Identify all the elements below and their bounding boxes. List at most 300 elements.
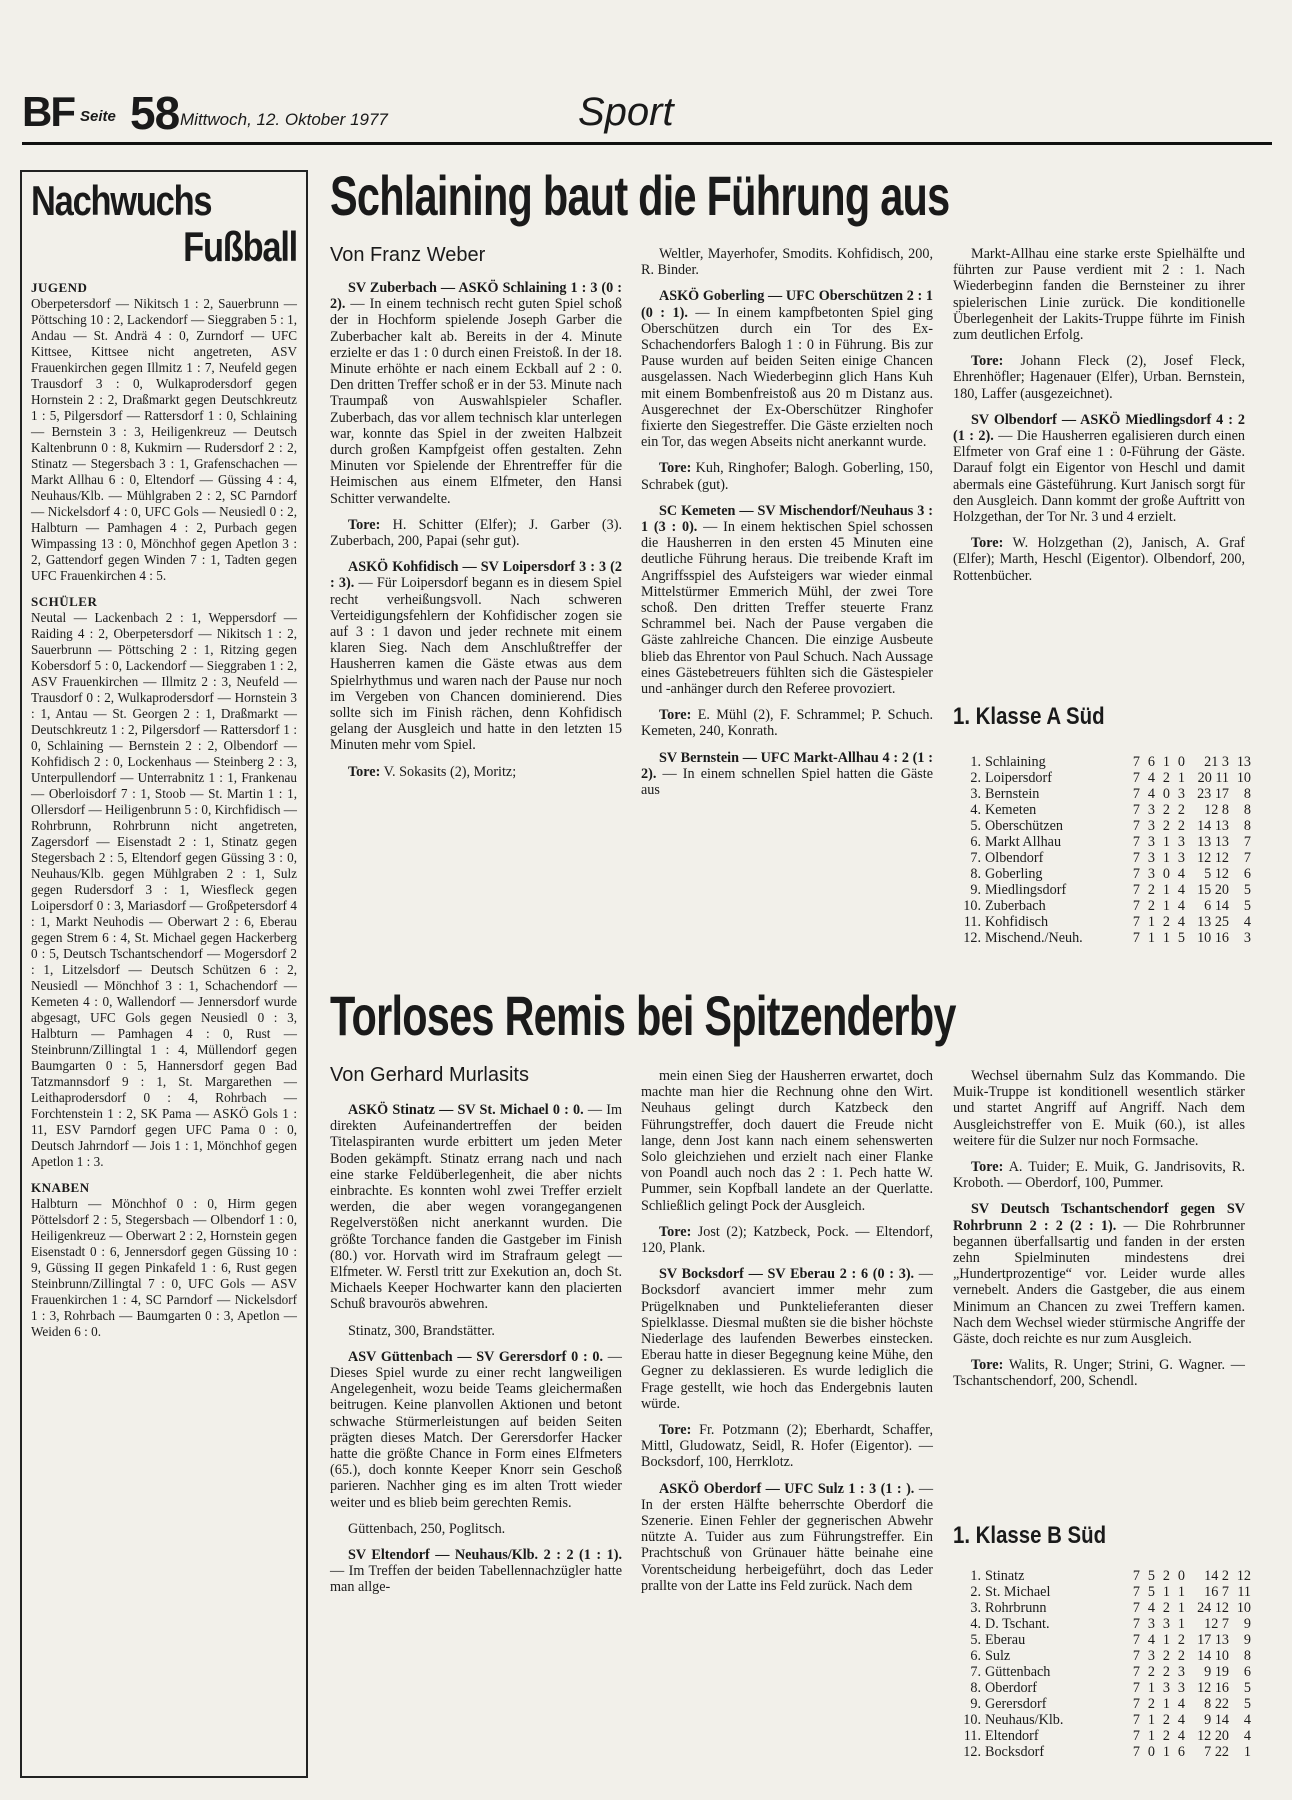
article2-column-1: [330, 1102, 622, 1606]
standings-draws: 0: [1162, 786, 1170, 802]
standings-games: 7: [1132, 1680, 1140, 1696]
article-paragraph: [641, 503, 933, 697]
standings-wins: 3: [1147, 818, 1155, 834]
standings-losses: 4: [1177, 898, 1185, 914]
standings-losses: 3: [1177, 850, 1185, 866]
standings-rank: 2.: [970, 770, 981, 786]
standings-games: 7: [1132, 882, 1140, 898]
standings-rank: 10.: [963, 1712, 981, 1728]
article-paragraph: [641, 1422, 933, 1471]
standings-rank: 7.: [970, 1664, 981, 1680]
article2-column-2: [641, 1068, 933, 1604]
standings-draws: 2: [1162, 914, 1170, 930]
paragraph-text: — Dieses Spiel wurde zu einer recht langweiligen Angelegenheit, wozu beide Teams gleichermaßen beitrugen. Keine planvollen Aktionen und betont schwache Stürmerleistungen auf beiden Seiten prägten dieses Match. Der Gerersdorfer Hacker hatte die größte Chance in Form eines Elfmeters (65.), doch konnte Keeper Knorr sein Geschoß parieren. Nachher ging es im alten Trott wieder weiter und es blieb beim gerechten Remis.: [330, 1348, 622, 1511]
page-label: Seite: [80, 108, 116, 125]
standings-team-name: Kohfidisch: [985, 914, 1049, 930]
article-paragraph: [641, 288, 933, 450]
standings-wins: 6: [1147, 754, 1155, 770]
standings-games: 7: [1132, 1584, 1140, 1600]
standings-points: 10: [1236, 1600, 1251, 1616]
article-paragraph: [641, 707, 933, 739]
standings-points: 6: [1243, 1664, 1251, 1680]
standings-draws: 1: [1162, 882, 1170, 898]
standings-goal-ratio: 14 2: [1204, 1568, 1229, 1584]
standings-wins: 1: [1147, 1728, 1155, 1744]
article-paragraph: [641, 750, 933, 799]
standings-goal-ratio: 20 11: [1197, 770, 1229, 786]
standings-goal-ratio: 9 19: [1204, 1664, 1229, 1680]
standings-row: [953, 930, 1251, 946]
standings-wins: 1: [1147, 914, 1155, 930]
standings-team-name: Stinatz: [985, 1568, 1025, 1584]
standings-games: 7: [1132, 1728, 1140, 1744]
standings-draws: 2: [1162, 1728, 1170, 1744]
standings-team-name: Bocksdorf: [985, 1744, 1045, 1760]
article-paragraph: [953, 1159, 1245, 1191]
sidebar-section-results: Neutal — Lackenbach 2 : 1, Weppersdorf — Raiding 4 : 2, Oberpetersdorf — Nikitsch 1 : 2, Sauerbrunn — Pöttsching 2 : 1, Ritzing gegen Kobersdorf 5 : 0, Lackendorf — Sieggraben 1 : 2, ASV Frauenkirchen — Illmitz 2 : 3, Neufeld — Trausdorf 0 : 2, Wulkaprodersdorf — Hornstein 3 : 1, Antau — St. Georgen 2 : 1, Draßmarkt — Deutschkreutz 1 : 2, Pilgersdorf — Rattersdorf 1 : 0, Schlaining — Bernstein 2 : 2, Olbendorf — Kohfidisch 2 : 0, Lockenhaus — Steinberg 2 : 3, Unterpullendorf — Unterrabnitz 1 : 1, Frankenau — Oberloisdorf 7 : 1, Stoob — St. Martin 1 : 1, Ollersdorf — Heiligenbrunn 5 : 0, Kirchfidisch — Rohrbrunn, Rohrbrunn nicht angetreten, Zagersdorf — Eisenstadt 2 : 1, Stinatz gegen Stegersbach 2 : 5, Eltendorf gegen Güssing 3 : 0, Neuhaus/Klb. gegen Mühlgraben 2 : 1, Sulz gegen Rudersdorf 3 : 1, Wiesfleck gegen Loipersdorf 0 : 3, Mariasdorf — Großpetersdorf 4 : 1, Markt Neuhodis — Oberwart 2 : 6, Eberau gegen Strem 6 : 4, St. Michael gegen Hackerberg 0 : 5, Deutsch Tschantschendorf — Mogersdorf 2 : 1, Litzelsdorf — Deutsch Schützen 6 : 2, Neusiedl — Mönchhof 3 : 1, Schachendorf — Kemeten 4 : 0, Wallendorf — Jennersdorf wurde abgesagt, UFC Gols gegen Neusiedl 0 : 3, Halbturn — Pamhagen 4 : 0, Rust — Steinbrunn/Zillingtal 1 : 4, Müllendorf gegen Baumgarten 0 : 5, Hannersdorf gegen Bad Tatzmannsdorf 9 : 1, St. Margarethen — Leithaprodersdorf 0 : 4, Rohrbach — Forchtenstein 1 : 2, SK Pama — ASKÖ Gols 1 : 11, ESV Parndorf gegen UFC Pama 0 : 0, Deutsch Jahrndorf — Jois 1 : 1, Mönchhof gegen Apetlon 1 : 3.: [31, 610, 297, 1169]
sidebar-section-schueler: [31, 594, 297, 1170]
standings-rank: 11.: [963, 914, 981, 930]
standings-team-name: St. Michael: [985, 1584, 1051, 1600]
standings-row: [953, 786, 1251, 802]
standings-points: 7: [1243, 834, 1251, 850]
article-paragraph: [953, 1201, 1245, 1347]
standings-points: 8: [1243, 1648, 1251, 1664]
standings-rank: 6.: [970, 834, 981, 850]
standings-rank: 8.: [970, 866, 981, 882]
standings-row: [953, 770, 1251, 786]
standings-games: 7: [1132, 930, 1140, 946]
standings-wins: 4: [1147, 770, 1155, 786]
league-b-table: [953, 1568, 1251, 1760]
paragraph-lead: ASKÖ Goberling — UFC Oberschützen 2 : 1 (0 : 1).: [641, 288, 933, 321]
paragraph-text: Wechsel übernahm Sulz das Kommando. Die Muik-Truppe ist konditionell wesentlich stärker und startet Angriff auf Angriff. Nach dem Ausgleichstreffer von E. Muik (60.), ist alles weitere für die Sulzer nur noch Formsache.: [953, 1068, 1245, 1149]
article-paragraph: [953, 1357, 1245, 1389]
standings-games: 7: [1132, 786, 1140, 802]
standings-games: 7: [1132, 1568, 1140, 1584]
standings-team-name: Bernstein: [985, 786, 1040, 802]
standings-draws: 1: [1162, 1696, 1170, 1712]
standings-wins: 3: [1147, 834, 1155, 850]
issue-date: Mittwoch, 12. Oktober 1977: [180, 110, 388, 129]
standings-team-name: Sulz: [985, 1648, 1011, 1664]
standings-team-name: Markt Allhau: [985, 834, 1062, 850]
standings-rank: 4.: [970, 1616, 981, 1632]
standings-games: 7: [1132, 914, 1140, 930]
paragraph-lead: ASV Güttenbach — SV Gerersdorf 0 : 0.: [348, 1348, 604, 1365]
paragraph-text: — In einem kampfbetonten Spiel ging Oberschützen durch ein Tor des Ex-Schachendorfers Balogh 1 : 0 in Führung. Bis zur Pause wurden auf beiden Seiten einige Chancen ausgelassen. Nach Wiederbeginn glich Hans Kuh mit einem Bombenfreistoß aus 20 m Distanz aus. Ausgerechnet der Ex-Oberschützer Ringhofer fixierte den Siegestreffer. Die Gäste erzielten noch ein Tor, das wegen Abseits nicht anerkannt wurde.: [641, 304, 933, 451]
standings-rank: 7.: [970, 850, 981, 866]
standings-goal-ratio: 7 22: [1204, 1744, 1229, 1760]
paragraph-lead: SC Kemeten — SV Mischendorf/Neuhaus 3 : 1 (3 : 0).: [641, 502, 933, 536]
standings-team-name: Goberling: [985, 866, 1043, 882]
standings-row: [953, 1712, 1251, 1728]
article1-column-2: [641, 246, 933, 808]
standings-row: [953, 818, 1251, 834]
paragraph-text: — In einem schnellen Spiel hatten die Gäste aus: [641, 765, 933, 799]
standings-goal-ratio: 15 20: [1197, 882, 1229, 898]
standings-draws: 1: [1162, 1632, 1170, 1648]
standings-wins: 4: [1147, 1632, 1155, 1648]
paragraph-lead: Tore:: [971, 353, 1004, 370]
standings-goal-ratio: 12 7: [1204, 1616, 1229, 1632]
article1-byline: Von Franz Weber: [330, 244, 486, 266]
paragraph-text: mein einen Sieg der Hausherren erwartet, doch machte man hier die Rechnung ohne den Wirt. Neuhaus gelingt durch Katzbeck den Führungstreffer, doch dauert die Freude nicht lange, denn Jost kann nach einem sehenswerten Solo gleichziehen und erzielt nach einer Flanke von Poandl auch noch das 2 : 1. Pech hatte W. Pummer, sein Kopfball landete an der Querlatte. Schließlich gelingt Pock der Ausgleich.: [641, 1068, 933, 1214]
paragraph-lead: SV Bocksdorf — SV Eberau 2 : 6 (0 : 3).: [659, 1266, 915, 1283]
paragraph-lead: Tore:: [971, 1159, 1004, 1176]
paragraph-lead: Tore:: [659, 1422, 692, 1439]
standings-team-name: Miedlingsdorf: [985, 882, 1067, 898]
standings-goal-ratio: 14 13: [1197, 818, 1229, 834]
sidebar-section-knaben: [31, 1180, 297, 1340]
standings-draws: 3: [1162, 1680, 1170, 1696]
standings-games: 7: [1132, 1632, 1140, 1648]
standings-wins: 1: [1147, 930, 1155, 946]
paragraph-lead: Tore:: [348, 516, 381, 533]
paragraph-lead: Tore:: [659, 707, 692, 724]
standings-losses: 3: [1177, 1680, 1185, 1696]
standings-games: 7: [1132, 1616, 1140, 1632]
standings-row: [953, 1680, 1251, 1696]
standings-row: [953, 1616, 1251, 1632]
standings-draws: 1: [1162, 898, 1170, 914]
paragraph-text: Jost (2); Katzbeck, Pock. — Eltendorf, 120, Plank.: [641, 1223, 933, 1257]
page-header: [22, 86, 1272, 144]
standings-losses: 4: [1177, 914, 1185, 930]
paragraph-text: V. Sokasits (2), Moritz;: [380, 763, 517, 780]
standings-wins: 3: [1147, 802, 1155, 818]
standings-draws: 2: [1162, 1600, 1170, 1616]
standings-points: 8: [1243, 818, 1251, 834]
standings-goal-ratio: 8 22: [1204, 1696, 1229, 1712]
standings-points: 5: [1243, 1696, 1251, 1712]
section-title: Sport: [578, 90, 674, 134]
paragraph-lead: SV Eltendorf — Neuhaus/Klb. 2 : 2 (1 : 1).: [348, 1547, 622, 1564]
article-paragraph: [641, 1481, 933, 1594]
standings-losses: 2: [1177, 818, 1185, 834]
article-paragraph: [641, 1224, 933, 1256]
article-paragraph: [953, 353, 1245, 402]
paragraph-text: Walits, R. Unger; Strini, G. Wagner. — Tschantschendorf, 200, Schendl.: [953, 1357, 1245, 1390]
standings-row: [953, 1648, 1251, 1664]
standings-points: 4: [1243, 914, 1251, 930]
standings-row: [953, 1584, 1251, 1600]
standings-games: 7: [1132, 834, 1140, 850]
paragraph-lead: Tore:: [971, 535, 1004, 552]
paragraph-text: — Die Rohrbrunner begannen überfallsartig und fanden in der ersten zehn Spielminuten mindestens drei „Hundertprozentige“ vor. Leider wurde alles vernebelt. Anders die Gastgeber, die aus einem Minimum an Chancen zu zwei Treffern kamen. Nach dem Wechsel wieder stürmische Angriffe der Gäste, doch reichte es nur zum Ausgleich.: [953, 1217, 1245, 1348]
standings-points: 5: [1243, 898, 1251, 914]
standings-goal-ratio: 13 13: [1197, 834, 1229, 850]
sidebar-section-results: Oberpetersdorf — Nikitsch 1 : 2, Sauerbrunn — Pöttsching 10 : 2, Lackendorf — Sieggraben 5 : 1, Andau — St. Andrä 4 : 0, Zurndorf — UFC Kittsee, Kittsee nicht angetreten, ASV Frauenkirchen gegen Illmitz 1 : 7, Neufeld gegen Trausdorf 3 : 0, Wulkaprodersdorf gegen Hornstein 2 : 2, Draßmarkt gegen Deutschkreutz 1 : 5, Pilgersdorf — Rattersdorf 1 : 0, Schlaining — Bernstein 3 : 3, Heiligenkreuz — Deutsch Kaltenbrunn 0 : 8, Kukmirn — Rudersdorf 2 : 2, Stinatz — Stegersbach 3 : 1, Grafenschachen — Markt Allhau 6 : 0, Eltendorf — Güssing 4 : 4, Neuhaus/Klb. — Mühlgraben 2 : 2, SC Parndorf — Nickelsdorf 4 : 0, UFC Gols — Neusiedl 0 : 2, Halbturn — Pamhagen 4 : 2, Purbach gegen Wimpassing 13 : 0, Mönchhof gegen Apetlon 3 : 2, Gattendorf gegen Winden 7 : 1, Tadten gegen UFC Frauenkirchen 4 : 5.: [31, 296, 297, 583]
paragraph-lead: SV Zuberbach — ASKÖ Schlaining 1 : 3 (0 : 2).: [330, 280, 622, 313]
article-paragraph: [641, 1068, 933, 1214]
standings-rank: 2.: [970, 1584, 981, 1600]
standings-team-name: Kemeten: [985, 802, 1037, 818]
standings-wins: 3: [1147, 866, 1155, 882]
standings-wins: 3: [1147, 850, 1155, 866]
paragraph-lead: Tore:: [348, 763, 381, 780]
paragraph-text: Stinatz, 300, Brandstätter.: [348, 1322, 495, 1339]
standings-goal-ratio: 13 25: [1197, 914, 1229, 930]
standings-rank: 3.: [970, 1600, 981, 1616]
standings-row: [953, 1728, 1251, 1744]
standings-losses: 4: [1177, 1696, 1185, 1712]
standings-team-name: Olbendorf: [985, 850, 1044, 866]
article-paragraph: [953, 535, 1245, 584]
article-paragraph: [953, 246, 1245, 343]
standings-goal-ratio: 12 8: [1204, 802, 1229, 818]
standings-team-name: D. Tschant.: [985, 1616, 1050, 1632]
standings-draws: 1: [1162, 930, 1170, 946]
standings-goal-ratio: 12 16: [1197, 1680, 1229, 1696]
paragraph-lead: SV Olbendorf — ASKÖ Miedlingsdorf 4 : 2 (1 : 2).: [953, 411, 1245, 445]
standings-rank: 5.: [970, 818, 981, 834]
league-a-table: [953, 754, 1251, 946]
standings-team-name: Oberdorf: [985, 1680, 1037, 1696]
standings-wins: 4: [1147, 1600, 1155, 1616]
standings-team-name: Neuhaus/Klb.: [985, 1712, 1064, 1728]
standings-losses: 4: [1177, 1712, 1185, 1728]
standings-losses: 3: [1177, 834, 1185, 850]
paragraph-text: — Im Treffen der beiden Tabellennachzügler hatte man allge-: [330, 1563, 622, 1596]
article-paragraph: [330, 559, 622, 753]
standings-draws: 2: [1162, 770, 1170, 786]
standings-points: 13: [1236, 754, 1251, 770]
paragraph-text: — In der ersten Hälfte beherrschte Oberdorf die Szenerie. Einen Fehler der gegnerischen Abwehr nützte A. Tuider aus zum Führungstreffer. Ein Prachtschuß von Grünauer hätte beinahe eine Vorentscheidung herbeigeführt, doch das Leder prallte von der Latte ins Feld zurück. Nach dem: [641, 1480, 933, 1594]
standings-team-name: Rohrbrunn: [985, 1600, 1047, 1616]
standings-draws: 2: [1162, 1664, 1170, 1680]
paragraph-text: E. Mühl (2), F. Schrammel; P. Schuch. Kemeten, 240, Konrath.: [641, 707, 933, 740]
standings-points: 6: [1243, 866, 1251, 882]
sidebar-title-line1: Nachwuchs: [31, 177, 212, 224]
paragraph-text: H. Schitter (Elfer); J. Garber (3). Zuberbach, 200, Papai (sehr gut).: [330, 516, 622, 550]
standings-draws: 3: [1162, 1616, 1170, 1632]
standings-losses: 5: [1177, 930, 1185, 946]
standings-points: 4: [1243, 1728, 1251, 1744]
article1-column-1: [330, 280, 622, 790]
article-paragraph: [330, 517, 622, 549]
standings-row: [953, 1568, 1251, 1584]
standings-points: 10: [1236, 770, 1251, 786]
standings-games: 7: [1132, 850, 1140, 866]
standings-team-name: Oberschützen: [985, 818, 1063, 834]
article-paragraph: [330, 1547, 622, 1596]
standings-wins: 2: [1147, 898, 1155, 914]
standings-games: 7: [1132, 818, 1140, 834]
standings-rank: 11.: [963, 1728, 981, 1744]
standings-rank: 3.: [970, 786, 981, 802]
paragraph-text: W. Holzgethan (2), Janisch, A. Graf (Elfer); Marth, Heschl (Eigentor). Olbendorf, 200, Rottenbücher.: [953, 535, 1245, 584]
standings-rank: 1.: [970, 754, 981, 770]
standings-points: 12: [1236, 1568, 1251, 1584]
standings-row: [953, 802, 1251, 818]
standings-row: [953, 850, 1251, 866]
paragraph-lead: SV Bernstein — UFC Markt-Allhau 4 : 2 (1 : 2).: [641, 749, 933, 782]
standings-row: [953, 882, 1251, 898]
article-paragraph: [641, 460, 933, 492]
standings-team-name: Zuberbach: [985, 898, 1046, 914]
standings-wins: 1: [1147, 1712, 1155, 1728]
article-paragraph: [641, 1266, 933, 1412]
standings-draws: 2: [1162, 1648, 1170, 1664]
standings-losses: 3: [1177, 786, 1185, 802]
paragraph-text: — Im direkten Aufeinandertreffen der beiden Titelaspiranten wurde erbittert um jeden Meter Boden gekämpft. Stinatz errang nach und nach eine starke Feldüberlegenheit, die aber nichts einbrachte. Es konnten wohl zwei Treffer erzielt werden, die aber wegen vorangegangenen Regelverstößen nicht anerkannt wurden. Die größte Torchance fanden die Gastgeber im Finish (80.) vor. Horvath wird im Strafraum gelegt — Elfmeter. W. Ferstl tritt zur Exekution an, doch St. Michaels Keeper Hochwarter kann den placierten Schuß bravourös abwehren.: [330, 1102, 622, 1313]
paragraph-lead: SV Deutsch Tschantschendorf gegen SV Rohrbrunn 2 : 2 (2 : 1).: [953, 1201, 1245, 1234]
standings-points: 7: [1243, 850, 1251, 866]
standings-row: [953, 1744, 1251, 1760]
standings-losses: 0: [1177, 1568, 1185, 1584]
standings-rank: 4.: [970, 802, 981, 818]
standings-draws: 2: [1162, 802, 1170, 818]
paragraph-text: Markt-Allhau eine starke erste Spielhälfte und führten zur Pause verdient mit 2 : 1. Nach Wiederbeginn fanden die Bernsteiner zu ihrer spielerischen Linie zurück. Die konditionelle Überlegenheit der Lakits-Truppe führte im Finish zum deutlichen Erfolg.: [953, 246, 1245, 344]
standings-rank: 9.: [970, 1696, 981, 1712]
paragraph-text: Weltler, Mayerhofer, Smodits. Kohfidisch, 200, R. Binder.: [641, 246, 933, 279]
newspaper-logo: BF: [22, 88, 74, 135]
article-paragraph: [641, 246, 933, 278]
article-paragraph: [330, 764, 622, 780]
standings-row: [953, 898, 1251, 914]
article1-headline: Schlaining baut die Führung aus: [330, 164, 950, 227]
paragraph-text: — Für Loipersdorf begann es in diesem Spiel recht verheißungsvoll. Nach schweren Verteidigungsfehlern der Kohfidischer zogen sie auf 3 : 1 davon und jeder rechnete mit einem klaren Sieg. Nach dem Anschlußtreffer der Hausherren kamen die Gäste etwas aus dem Spielrhythmus und waren nach der Pause nur noch im Vergeben von Chancen dominierend. Dies sollte sich im Finish rächen, denn Kohfidisch gelang der Ausgleich und hatte in den letzten 15 Minuten mehr vom Spiel.: [330, 575, 622, 754]
standings-points: 9: [1243, 1616, 1251, 1632]
standings-team-name: Schlaining: [985, 754, 1046, 770]
standings-goal-ratio: 24 12: [1197, 1600, 1229, 1616]
paragraph-text: — In einem hektischen Spiel schossen die Hausherren in den ersten 45 Minuten eine deutliche Führung heraus. Die treibende Kraft im Angriffsspiel des Aufsteigers war wieder einmal Mittelstürmer Emmerich Mühl, der zwei Tore schoß. Den dritten Treffer steuerte Franz Schrammel bei. Nach der Pause vergaben die Gäste zahlreiche Chancen. Die einzige Ausbeute blieb das Ehrentor von Paul Schuch. Nach Aussage eines Gästebetreuers fühlten sich die Gästespieler und -anhänger durch den Referee provoziert.: [641, 519, 933, 698]
standings-rank: 6.: [970, 1648, 981, 1664]
standings-games: 7: [1132, 802, 1140, 818]
paragraph-lead: Tore:: [971, 1357, 1004, 1374]
standings-rank: 8.: [970, 1680, 981, 1696]
standings-games: 7: [1132, 1712, 1140, 1728]
standings-wins: 5: [1147, 1568, 1155, 1584]
standings-goal-ratio: 23 17: [1197, 786, 1229, 802]
paragraph-lead: Tore:: [659, 460, 692, 477]
standings-team-name: Eberau: [985, 1632, 1026, 1648]
standings-wins: 1: [1147, 1680, 1155, 1696]
sidebar-section-heading: SCHÜLER: [31, 594, 98, 609]
standings-rank: 9.: [970, 882, 981, 898]
standings-wins: 3: [1147, 1648, 1155, 1664]
paragraph-text: Kuh, Ringhofer; Balogh. Goberling, 150, Schrabek (gut).: [641, 460, 933, 493]
standings-losses: 4: [1177, 1728, 1185, 1744]
standings-losses: 1: [1177, 1616, 1185, 1632]
paragraph-lead: ASKÖ Kohfidisch — SV Loipersdorf 3 : 3 (2 : 3).: [330, 559, 622, 592]
article-paragraph: [330, 1102, 622, 1313]
standings-draws: 1: [1162, 1744, 1170, 1760]
standings-row: [953, 834, 1251, 850]
standings-losses: 2: [1177, 1632, 1185, 1648]
article-paragraph: [953, 412, 1245, 525]
standings-losses: 3: [1177, 1664, 1185, 1680]
standings-goal-ratio: 12 12: [1197, 850, 1229, 866]
standings-losses: 1: [1177, 770, 1185, 786]
paragraph-text: — In einem technisch recht guten Spiel schoß der in Hochform spielende Joseph Garber die Zuberbacher kalt ab. Bereits in der 4. Minute erzielte er das 1 : 0 durch einen Freistoß. In der 18. Minute erhöhte er nach einem Eckball auf 2 : 0. Den dritten Treffer schoß er in der 53. Minute nach Traumpaß von Auswahlspieler Schafler. Zuberbach, das vor allem technisch klar unterlegen war, konnte das Spiel in der zweiten Halbzeit durch großen Kampfgeist offen gestalten. Zehn Minuten vor Spielende der Ehrentreffer für die Heimischen aus einem Elfmeter, den Hansi Schitter verwandelte.: [330, 296, 622, 507]
standings-losses: 2: [1177, 802, 1185, 818]
article-paragraph: [330, 1323, 622, 1339]
standings-goal-ratio: 6 14: [1204, 898, 1229, 914]
paragraph-text: — Bocksdorf avanciert immer mehr zum Prügelknaben und Punktelieferanten dieser Spielklasse. Diesmal mußten sie die bisher höchste Niederlage des laufenden Bewerbes einstecken. Eberau hatte in dieser Begegnung keine Mühe, den Gegner zu deklassieren. Es wurde lediglich die Frage gestellt, wie hoch das Endergebnis lauten würde.: [641, 1266, 933, 1412]
standings-goal-ratio: 10 16: [1197, 930, 1229, 946]
standings-losses: 4: [1177, 866, 1185, 882]
standings-goal-ratio: 5 12: [1204, 866, 1229, 882]
paragraph-text: — Die Hausherren egalisieren durch einen Elfmeter von Graf eine 1 : 0-Führung der Gäste. Darauf folgt ein Eigentor von Heschl und damit abermals eine Gästeführung. Kurt Janisch sorgt für den Ausgleich. Dann kommt der große Auftritt von Holzgethan, der Tor Nr. 3 und 4 erzielt.: [953, 428, 1245, 526]
youth-football-sidebar: [20, 170, 308, 1778]
standings-games: 7: [1132, 1744, 1140, 1760]
standings-losses: 1: [1177, 1584, 1185, 1600]
standings-goal-ratio: 14 10: [1197, 1648, 1229, 1664]
page-number: 58: [130, 87, 180, 139]
standings-points: 9: [1243, 1632, 1251, 1648]
paragraph-text: Johann Fleck (2), Josef Fleck, Ehrenhöfler; Hagenauer (Elfer), Urban. Bernstein, 180, Laffer (ausgezeichnet).: [953, 353, 1245, 402]
standings-team-name: Mischend./Neuh.: [985, 930, 1083, 946]
paragraph-text: A. Tuider; E. Muik, G. Jandrisovits, R. Kroboth. — Oberdorf, 100, Pummer.: [953, 1159, 1245, 1192]
standings-draws: 2: [1162, 1568, 1170, 1584]
standings-draws: 1: [1162, 1584, 1170, 1600]
header-rule: [22, 142, 1272, 145]
standings-goal-ratio: 12 20: [1197, 1728, 1229, 1744]
standings-points: 3: [1243, 930, 1251, 946]
paragraph-lead: ASKÖ Oberdorf — UFC Sulz 1 : 3 (1 : ).: [659, 1480, 915, 1497]
article2-headline: Torloses Remis bei Spitzenderby: [330, 984, 956, 1047]
standings-games: 7: [1132, 1600, 1140, 1616]
standings-points: 5: [1243, 1680, 1251, 1696]
league-a-title: 1. Klasse A Süd: [953, 703, 1105, 730]
standings-rank: 12.: [963, 1744, 981, 1760]
standings-games: 7: [1132, 1664, 1140, 1680]
standings-points: 5: [1243, 882, 1251, 898]
paragraph-text: Güttenbach, 250, Poglitsch.: [348, 1520, 506, 1537]
article-paragraph: [330, 1521, 622, 1537]
league-b-title: 1. Klasse B Süd: [953, 1522, 1107, 1549]
standings-row: [953, 1664, 1251, 1680]
article1-column-3: [953, 246, 1245, 594]
standings-games: 7: [1132, 1648, 1140, 1664]
standings-games: 7: [1132, 770, 1140, 786]
standings-team-name: Loipersdorf: [985, 770, 1052, 786]
standings-points: 1: [1243, 1744, 1251, 1760]
paragraph-text: Fr. Potzmann (2); Eberhardt, Schaffer, Mittl, Gludowatz, Seidl, R. Hofer (Eigentor). — Bocksdorf, 100, Herrklotz.: [641, 1422, 933, 1471]
standings-wins: 0: [1147, 1744, 1155, 1760]
standings-row: [953, 1632, 1251, 1648]
standings-row: [953, 1600, 1251, 1616]
standings-row: [953, 754, 1251, 770]
standings-draws: 1: [1162, 850, 1170, 866]
standings-losses: 6: [1177, 1744, 1185, 1760]
standings-rank: 5.: [970, 1632, 981, 1648]
standings-draws: 2: [1162, 1712, 1170, 1728]
standings-team-name: Gerersdorf: [985, 1696, 1047, 1712]
paragraph-lead: Tore:: [659, 1223, 692, 1240]
standings-rank: 10.: [963, 898, 981, 914]
article-paragraph: [953, 1068, 1245, 1149]
standings-goal-ratio: 21 3: [1204, 754, 1229, 770]
standings-draws: 2: [1162, 818, 1170, 834]
standings-wins: 2: [1147, 1664, 1155, 1680]
standings-wins: 3: [1147, 1616, 1155, 1632]
article-paragraph: [330, 280, 622, 507]
standings-points: 11: [1237, 1584, 1251, 1600]
standings-points: 4: [1243, 1712, 1251, 1728]
standings-row: [953, 914, 1251, 930]
standings-draws: 1: [1162, 834, 1170, 850]
standings-draws: 1: [1162, 754, 1170, 770]
standings-games: 7: [1132, 866, 1140, 882]
standings-rank: 1.: [970, 1568, 981, 1584]
standings-wins: 5: [1147, 1584, 1155, 1600]
standings-goal-ratio: 16 7: [1204, 1584, 1229, 1600]
standings-row: [953, 866, 1251, 882]
standings-losses: 0: [1177, 754, 1185, 770]
